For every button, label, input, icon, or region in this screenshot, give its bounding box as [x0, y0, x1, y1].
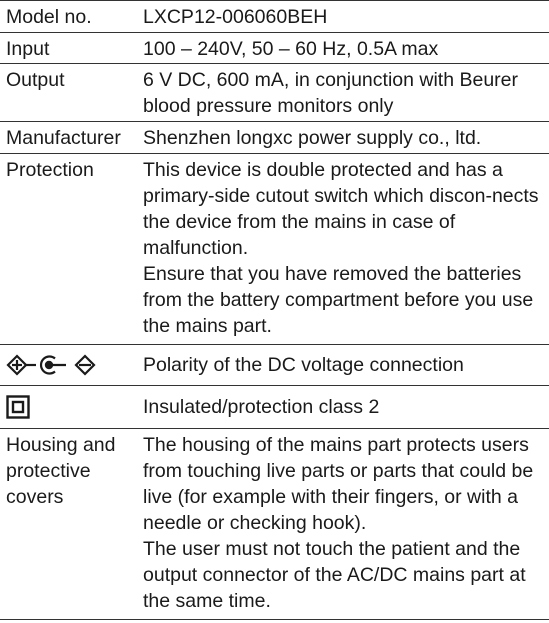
polarity-value: Polarity of the DC voltage connection [143, 354, 464, 376]
row-protection [0, 153, 549, 344]
row-manufacturer [0, 121, 549, 153]
row-housing [0, 428, 549, 620]
row-insulation [0, 385, 549, 428]
protection-label: Protection [6, 159, 94, 181]
model-value: LXCP12-006060BEH [143, 6, 328, 28]
manufacturer-label: Manufacturer [6, 127, 121, 149]
model-label: Model no. [6, 6, 92, 28]
housing-paragraph: The user must not touch the patient and the output connector of the AC/DC mains part at the same time. [143, 538, 526, 612]
housing-value [137, 429, 549, 619]
row-input [0, 32, 549, 63]
insulation-value: Insulated/protection class 2 [143, 396, 380, 418]
row-output [0, 63, 549, 121]
input-label: Input [6, 38, 50, 60]
row-model-number [0, 0, 549, 32]
protection-value [137, 154, 549, 344]
polarity-symbol-cell [0, 345, 137, 385]
housing-paragraph: The housing of the mains part protects users from touching live parts or parts that could be live (for example with their fingers, or with a needle or checking hook). [143, 434, 534, 534]
housing-label: Housing and protective covers [6, 434, 116, 508]
output-label: Output [6, 69, 65, 91]
manufacturer-value: Shenzhen longxc power supply co., ltd. [143, 127, 482, 149]
output-value: 6 V DC, 600 mA, in conjunction with Beurer blood pressure monitors only [143, 69, 519, 117]
input-value: 100 – 240V, 50 – 60 Hz, 0.5A max [143, 38, 439, 60]
protection-class-2-icon [6, 395, 30, 419]
dc-polarity-symbol-icon [6, 353, 98, 377]
insulation-symbol-cell [0, 386, 137, 428]
protection-paragraph: This device is double protected and has a primary-side cutout switch which discon-nects the device from the mains in case of malfunction. [143, 159, 539, 259]
protection-paragraph: Ensure that you have removed the batteries from the battery compartment before you use the mains part. [143, 263, 534, 337]
row-polarity [0, 344, 549, 385]
